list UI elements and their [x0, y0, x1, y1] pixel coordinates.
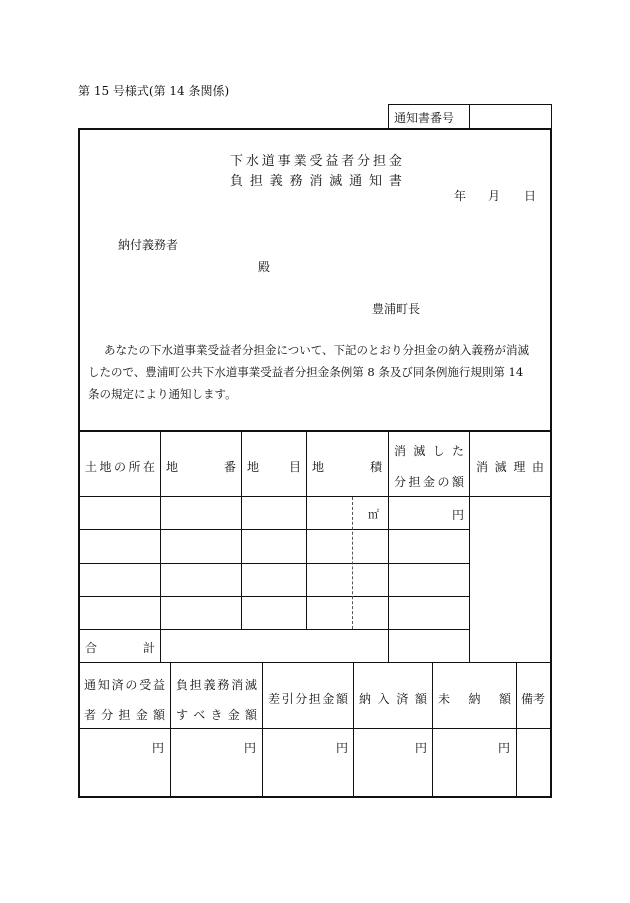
date-year: 年	[454, 189, 467, 203]
summary-header-bottom	[78, 728, 552, 729]
header-extinguished-1: 消 滅 し た	[394, 444, 464, 458]
land-col-4	[388, 431, 389, 662]
title-line-2: 負 担 義 務 消 滅 通 知 書	[230, 174, 402, 189]
payer-label: 納付義務者	[118, 238, 179, 252]
summary-col-2	[262, 663, 263, 797]
issuer: 豊浦町長	[372, 302, 421, 316]
notice-box-divider	[469, 104, 470, 129]
land-header-bottom	[78, 496, 552, 497]
unit-notified: 円	[152, 741, 165, 755]
frame-top	[78, 128, 552, 130]
notice-box-right	[551, 104, 552, 129]
header-remarks: 備考	[521, 692, 546, 706]
land-col-1	[160, 431, 161, 662]
summary-col-1	[170, 663, 171, 797]
land-row-line-1	[78, 529, 470, 530]
header-reason: 消 滅 理 由	[476, 460, 544, 474]
area-decimal-divider	[352, 497, 353, 629]
header-notified-1: 通 知 済 の 受 益	[84, 678, 165, 692]
date-day: 日	[524, 189, 537, 203]
area-unit: ㎡	[368, 508, 379, 521]
title-line-1: 下 水 道 事 業 受 益 者 分 担 金	[230, 154, 402, 169]
frame-bottom	[78, 796, 552, 798]
unit-net: 円	[336, 741, 349, 755]
total-label: 合 計	[85, 641, 155, 655]
body-line-3: 条の規定により通知します。	[88, 387, 237, 401]
land-row-line-2	[78, 563, 470, 564]
body-line-2: したので、豊浦町公共下水道事業受益者分担金条例第 8 条及び同条例施行規則第 14	[88, 365, 524, 379]
header-lot-number: 地 番	[166, 460, 236, 474]
notice-box-left	[388, 104, 389, 129]
frame-left	[78, 128, 80, 798]
date-month: 月	[488, 189, 501, 203]
summary-col-5	[516, 663, 517, 797]
header-unpaid: 未 納 額	[438, 692, 511, 706]
header-extinguished-2: 分 担 金 の 額	[394, 475, 464, 489]
land-col-3	[306, 431, 307, 629]
honorific: 殿	[258, 260, 271, 274]
summary-col-3	[353, 663, 354, 797]
header-area: 地 積	[312, 460, 382, 474]
land-row-line-3	[78, 596, 470, 597]
header-net: 差 引 分 担 金 額	[268, 692, 348, 706]
form-label: 第 15 号様式(第 14 条関係)	[78, 84, 230, 98]
body-line-1: あなたの下水道事業受益者分担金について、下記のとおり分担金の納入義務が消滅	[104, 343, 530, 357]
land-row-line-4	[78, 629, 470, 630]
unit-paid: 円	[415, 741, 428, 755]
land-col-5	[469, 431, 470, 662]
notice-number-label: 通知書番号	[394, 111, 455, 125]
amount-unit: 円	[452, 508, 465, 522]
summary-col-4	[432, 663, 433, 797]
header-extinguish-2: す べ き 金 額	[176, 708, 257, 722]
land-table-bottom	[78, 662, 552, 663]
header-paid: 納 入 済 額	[359, 692, 427, 706]
unit-extinguish: 円	[244, 741, 257, 755]
land-table-top	[78, 430, 552, 432]
land-col-2	[241, 431, 242, 629]
unit-unpaid: 円	[498, 741, 511, 755]
header-location: 土 地 の 所 在	[85, 460, 155, 474]
notice-box-top	[388, 104, 552, 105]
header-land-category: 地 目	[247, 460, 301, 474]
frame-right	[550, 128, 552, 798]
header-extinguish-1: 負 担 義 務 消 滅	[176, 678, 257, 692]
header-notified-2: 者 分 担 金 額	[84, 708, 165, 722]
